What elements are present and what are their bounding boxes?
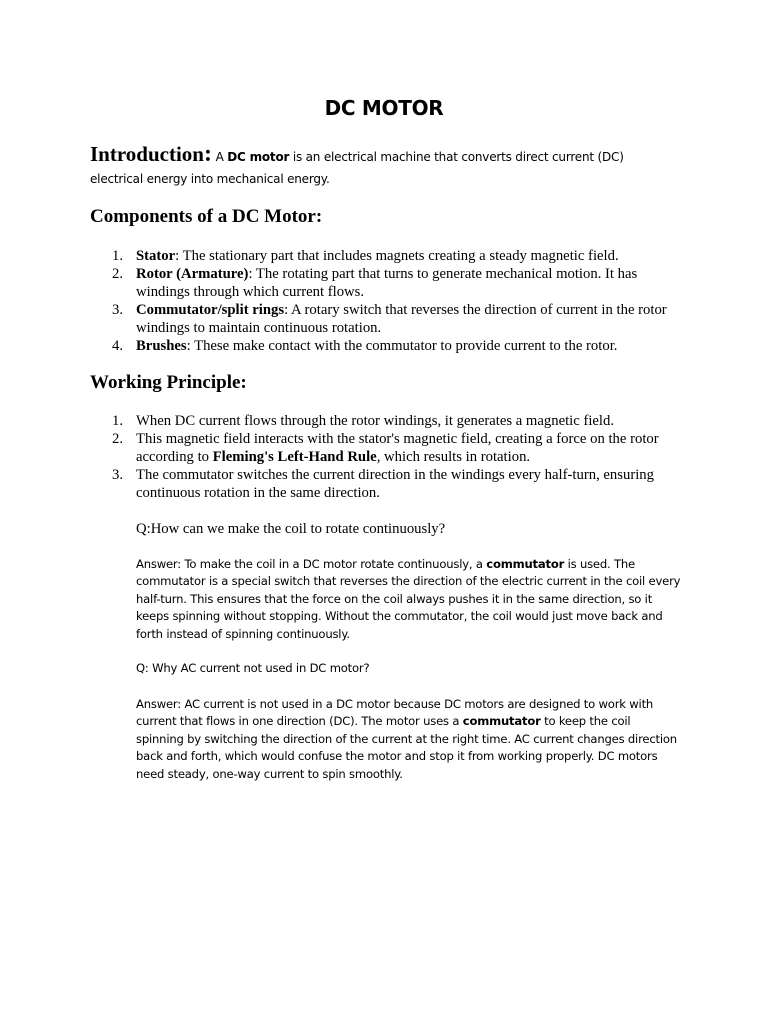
intro-bold-term: DC motor (227, 150, 290, 164)
introduction-paragraph (90, 143, 680, 190)
principle-text: When DC current flows through the rotor windings, it generates a magnetic field. (136, 413, 615, 429)
list-item (136, 466, 690, 502)
component-text: : The stationary part that includes magnets creating a steady magnetic field. (175, 248, 619, 264)
working-principle-heading: Working Principle: (90, 372, 247, 393)
intro-text-a: A (211, 150, 228, 164)
list-item (136, 247, 690, 265)
answer-text-end: is used. The commutator is a special switch that reverses the direction of the electric current in the coil every half-turn. This ensures that the force on the coil always pushes it in the same direction, so it keeps spinning without stopping. Without the commutator, the coil would just move back and forth instead of spinning continuously. (136, 557, 681, 641)
list-item (136, 265, 690, 301)
components-list (90, 247, 690, 355)
answer-text: Answer: AC current is not used in a DC motor because DC motors are designed to work with current that flows in one direction (DC). The motor uses a (136, 697, 654, 729)
intro-text-b: is an electrical machine that converts direct current (DC) electrical energy into mechanical energy. (90, 150, 624, 186)
component-term: Brushes (136, 338, 187, 354)
answer-bold-term: commutator (486, 557, 565, 571)
working-principle-list (90, 412, 690, 502)
list-item (136, 337, 690, 355)
component-term: Stator (136, 248, 176, 264)
list-item (136, 301, 690, 337)
principle-text: This magnetic field interacts with the stator's magnetic field, creating a force on the rotor according to (136, 431, 659, 465)
question-1: Q:How can we make the coil to rotate continuously? (136, 521, 446, 537)
component-term: Commutator/split rings (136, 302, 285, 318)
component-term: Rotor (Armature) (136, 266, 249, 282)
answer-text-end: to keep the coil spinning by switching the direction of the current at the right time. AC current changes direction back and forth, which would confuse the motor and stop it from working properly. DC motors need steady, one-way current to spin smoothly. (136, 714, 677, 781)
answer-text: Answer: To make the coil in a DC motor rotate continuously, a (136, 557, 487, 571)
document-title: DC MOTOR (324, 96, 444, 120)
components-heading: Components of a DC Motor: (90, 206, 323, 227)
principle-text: The commutator switches the current direction in the windings every half-turn, ensuring continuous rotation in the same direction. (136, 467, 654, 501)
component-text: : The rotating part that turns to generate mechanical motion. It has windings through which current flows. (136, 266, 638, 300)
answer-bold-term: commutator (462, 714, 541, 729)
answer-1 (136, 556, 681, 643)
component-text: : A rotary switch that reverses the direction of current in the rotor windings to maintain continuous rotation. (136, 302, 667, 336)
answer-2 (136, 696, 681, 783)
introduction-colon: : (203, 141, 212, 167)
list-item (136, 430, 690, 466)
component-text: : These make contact with the commutator to provide current to the rotor. (186, 338, 618, 354)
question-2: Q: Why AC current not used in DC motor? (136, 661, 370, 675)
introduction-label-text: Introduction (90, 142, 204, 166)
introduction-label (90, 142, 212, 166)
principle-bold-term: Fleming's Left-Hand Rule (212, 449, 377, 465)
list-item (136, 412, 690, 430)
principle-text-end: , which results in rotation. (376, 449, 531, 465)
